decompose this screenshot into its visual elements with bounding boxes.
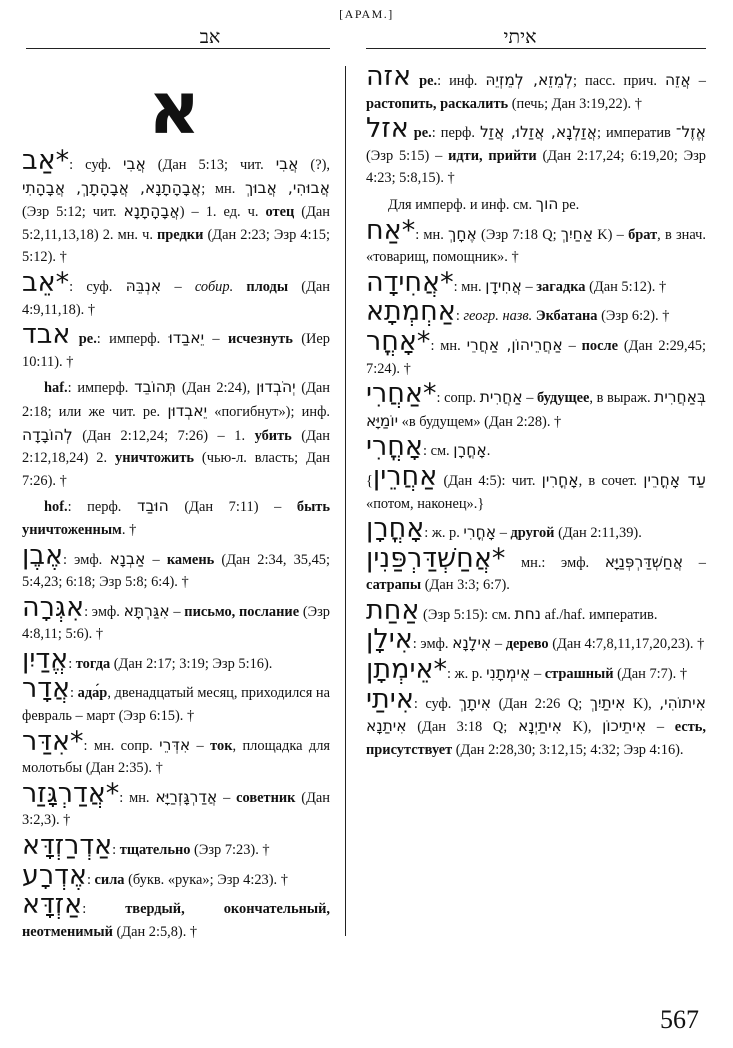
dictionary-entry: *אַב: суф. אֲבִי (Дан 5:13; чит. אֲבִי (?), אֲבָהָתָנָא, אֲבָהָתָךְ, אֲבָהָתִי; мн. אֲבוּהִי, אֲבוּךְ (Эзр 5:12; чит. אֲבָהָתָנָא) – 1. ед. ч. отец (Дан 5:2,11,13,18) 2. мн. ч. предки (Дан 2:23; Эзр 4:15; 5:12). † xyxy=(22,145,331,266)
dictionary-entry: *אַחֲרִי: сопр. אַחֲרִית – будущее, в выраж. בְּאַחֲרִית יוֹמַיָּא «в будущем» (Дан 2:28). † xyxy=(366,378,707,430)
dictionary-entry: אֶבֶן: эмф. אַבְנָא – камень (Дан 2:34, 35,45; 5:4,23; 6:18; Эзр 5:8; 6:4). † xyxy=(22,539,330,591)
dictionary-entry: *אָחֳר: мн. אַחֲרֵיהוֹן, אַחֲרֵי – после (Дан 2:29,45; 7:24). † xyxy=(366,325,706,377)
dictionary-entry: אֲדָר: ада́р, двенадцатый месяц, приходился на февраль – март (Эзр 6:15). † xyxy=(22,673,331,725)
dictionary-entry: אַחְמְתָא: геогр. назв. Экбатана (Эзр 6:2). † xyxy=(366,296,670,328)
page-number: 567 xyxy=(660,1005,699,1034)
dictionary-entry: אַזְדָּא: твердый, окончательный, неотменимый (Дан 2:5,8). † xyxy=(22,889,330,940)
dictionary-entry: *אֲחַשְׁדַּרְפַּנִין мн.: эмф. אֲחַשְׁדַּרְפְּנַיָּא – сатрапы (Дан 3:3; 6:7). xyxy=(366,542,706,594)
dictionary-entry: אזל pe.: перф. אֲזַלְנָא, אֲזַלוּ, אֲזַל; императив אֱזֶל־ (Эзр 5:15) – идти, прийти (Дан 2:17,24; 6:19,20; Эзр 4:23; 5:8,15). † xyxy=(366,113,706,187)
running-title: [АРАМ.] xyxy=(339,7,394,21)
guide-word-left: אב xyxy=(199,27,221,48)
dictionary-entry: *אַח: мн. אֶחָךְ (Эзр 7:18 Q; אַחַיִךְ K) – брат, в знач. «товарищ, помощник». † xyxy=(366,214,706,266)
dictionary-entry: אִגְּרָה: эмф. אִגַּרְתָּא – письмо, послание (Эзр 4:8,11; 5:6). † xyxy=(22,591,331,643)
dictionary-entry: אזה pe.: инф. לְמֵזֵא, לְמֵזְיֵהּ; пасс. прич. אֲזֵה – растопить, раскалить (печь; Дан 3:19,22). † xyxy=(366,61,706,112)
dictionary-entry: *אֲחִידָה: мн. אֲחִידָן – загадка (Дан 5:12). † xyxy=(366,266,667,298)
left-column xyxy=(22,145,331,946)
dictionary-entry: אָחֳרָן: ж. р. אָחֳרִי – другой (Дан 2:11,39). xyxy=(366,513,642,545)
dictionary-entry: *אֵב: суф. אִנְבֵּהּ – собир. плоды (Дан 4:9,11,18). † xyxy=(22,266,331,318)
dictionary-entry: haf.: имперф. תְּהוֹבֵד (Дан 2:24), יְהֹבְדוּן (Дан 2:18; или же чит. pe. יֵאבְדוּן «погибнут»); инф. לְהוֹבָדָה (Дан 2:12,24; 7:26) – 1. убить (Дан 2:12,18,24) 2. уничтожить (чью-л. власть; Дан 7:26). † xyxy=(22,378,331,489)
dictionary-entry: אֶדְרָע: сила (букв. «рука»; Эзр 4:23). † xyxy=(22,859,288,891)
dictionary-entry: *אֲדַרְגָּזַר: мн. אֲדַרְגָּזְרַיָּא – советник (Дан 3:2,3). † xyxy=(22,777,331,829)
dictionary-entry: Для имперф. и инф. см. הוך pe. xyxy=(388,194,580,213)
section-letter: א xyxy=(148,66,201,150)
dictionary-entry: אִילָן: эмф. אִילָנָא – дерево (Дан 4:7,8,11,17,20,23). † xyxy=(366,624,705,656)
dictionary-entry: אבד pe.: имперф. יֵאבַדוּ – исчезнуть (Иер 10:11). † xyxy=(22,319,330,370)
dictionary-entry: אֱדַיִן: тогда (Дан 2:17; 3:19; Эзр 5:16). xyxy=(22,643,273,675)
dictionary-entry: אַדְרַזְדָּא: тщательно (Эзр 7:23). † xyxy=(22,830,270,862)
dictionary-entry: אַחַת (Эзр 5:15): см. נחת af./haf. императив. xyxy=(366,594,658,626)
dictionary-entry: hof.: перф. הוּבַד (Дан 7:11) – быть уничтоженным. † xyxy=(22,497,330,538)
header-rule-right xyxy=(366,48,706,49)
dictionary-entry: אָחֳרִי: см. אָחֳרָן. xyxy=(366,431,491,463)
dictionary-entry: אִיתַי: суф. אִיתָךְ (Дан 2:26 Q; אִיתַיִךְ K), אִיתוֹהִי, אִיתַנָא (Дан 3:18 Q; אִיתַיְנָא K), אִיתֵיכוֹן – есть, присутствует (Дан 2:28,30; 3:12,15; 4:32; Эзр 4:16). xyxy=(366,683,707,758)
dictionary-entry: {אַחֲרֵין (Дан 4:5): чит. אָחֳרִין, в сочет. עַד אָחֳרֵין «потом, наконец».} xyxy=(366,460,707,512)
guide-word-right: איתי xyxy=(503,27,537,48)
dictionary-entry: *אֵימְתָן: ж. р. אֵימְתָנִי – страшный (Дан 7:7). † xyxy=(366,654,688,686)
header-rule-left xyxy=(26,48,330,49)
column-divider xyxy=(345,66,346,936)
dictionary-entry: *אִדַּר: мн. сопр. אִדְּרֵי – ток, площадка для молотьбы (Дан 2:35). † xyxy=(22,725,331,777)
right-column xyxy=(366,61,707,764)
